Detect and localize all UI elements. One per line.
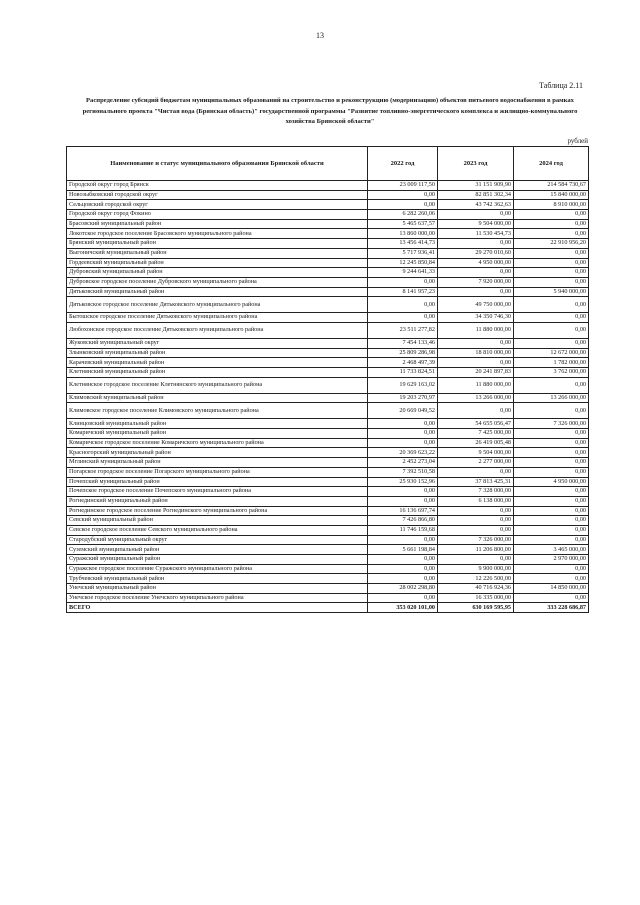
cell-2024: 0,00 — [514, 574, 589, 584]
cell-name: Злынковский муниципальный район — [67, 348, 368, 358]
cell-2023: 7 920 000,00 — [438, 277, 514, 287]
cell-2022: 353 020 101,00 — [368, 603, 438, 613]
cell-2023: 40 716 924,36 — [438, 584, 514, 594]
cell-2022: 23 511 277,82 — [368, 322, 438, 338]
cell-2023: 0,00 — [438, 210, 514, 220]
cell-2023: 29 270 010,60 — [438, 248, 514, 258]
cell-2022: 25 809 286,98 — [368, 348, 438, 358]
table-row — [67, 338, 589, 348]
cell-name: Любохонское городское поселение Дятьковского муниципального района — [67, 322, 368, 338]
table-row — [67, 393, 589, 403]
cell-2022: 9 244 641,33 — [368, 268, 438, 278]
cell-2024: 7 326 000,00 — [514, 419, 589, 429]
table-row — [67, 448, 589, 458]
table-row — [67, 248, 589, 258]
cell-2022: 19 629 163,02 — [368, 377, 438, 393]
cell-2024: 0,00 — [514, 219, 589, 229]
cell-2024: 15 840 000,00 — [514, 190, 589, 200]
cell-name: Дубровское городское поселение Дубровского муниципального района — [67, 277, 368, 287]
cell-2023: 9 504 000,00 — [438, 448, 514, 458]
cell-2022: 12 245 850,84 — [368, 258, 438, 268]
table-row — [67, 287, 589, 297]
cell-2023: 18 810 000,00 — [438, 348, 514, 358]
table-row — [67, 429, 589, 439]
table-row — [67, 574, 589, 584]
cell-2023: 13 266 000,00 — [438, 393, 514, 403]
cell-2024: 0,00 — [514, 313, 589, 323]
table-row — [67, 258, 589, 268]
cell-name: Гордеевский муниципальный район — [67, 258, 368, 268]
cell-2024: 0,00 — [514, 458, 589, 468]
table-row — [67, 419, 589, 429]
table-row — [67, 584, 589, 594]
total-row — [67, 603, 589, 613]
cell-2022: 0,00 — [368, 438, 438, 448]
cell-2023: 31 151 909,90 — [438, 181, 514, 191]
table-row — [67, 477, 589, 487]
cell-name: Городской округ город Фокино — [67, 210, 368, 220]
cell-name: Комаричский муниципальный район — [67, 429, 368, 439]
table-row — [67, 403, 589, 419]
cell-2023: 37 813 425,31 — [438, 477, 514, 487]
cell-name: Севское городское поселение Севского муниципального района — [67, 525, 368, 535]
cell-2022: 23 009 117,50 — [368, 181, 438, 191]
cell-2022: 0,00 — [368, 487, 438, 497]
cell-2022: 0,00 — [368, 200, 438, 210]
table-row — [67, 219, 589, 229]
cell-2023: 6 138 000,00 — [438, 496, 514, 506]
cell-2023: 630 169 595,95 — [438, 603, 514, 613]
table-row — [67, 377, 589, 393]
cell-2023: 0,00 — [438, 239, 514, 249]
table-row — [67, 210, 589, 220]
cell-2023: 0,00 — [438, 268, 514, 278]
cell-2022: 0,00 — [368, 564, 438, 574]
cell-2022: 0,00 — [368, 555, 438, 565]
cell-name: Городской округ город Брянск — [67, 181, 368, 191]
table-row — [67, 181, 589, 191]
table-row — [67, 200, 589, 210]
table-row — [67, 467, 589, 477]
cell-2022: 0,00 — [368, 535, 438, 545]
cell-2024: 0,00 — [514, 210, 589, 220]
cell-2024: 4 950 000,00 — [514, 477, 589, 487]
cell-2024: 0,00 — [514, 403, 589, 419]
page-number: 13 — [316, 31, 324, 40]
table-label: Таблица 2.11 — [539, 81, 583, 90]
cell-name: Трубчевский муниципальный район — [67, 574, 368, 584]
cell-name: Почепское городское поселение Почепского муниципального района — [67, 487, 368, 497]
cell-2023: 4 950 000,00 — [438, 258, 514, 268]
cell-2024: 0,00 — [514, 338, 589, 348]
cell-2024: 214 584 730,67 — [514, 181, 589, 191]
cell-name: Унечское городское поселение Унечского муниципального района — [67, 593, 368, 603]
cell-name: Унечский муниципальный район — [67, 584, 368, 594]
cell-2022: 7 454 133,46 — [368, 338, 438, 348]
cell-2022: 11 746 159,68 — [368, 525, 438, 535]
cell-name: Дубровский муниципальный район — [67, 268, 368, 278]
table-body — [67, 181, 589, 613]
cell-name: Красногорский муниципальный район — [67, 448, 368, 458]
table-row — [67, 190, 589, 200]
cell-name: Мглинский муниципальный район — [67, 458, 368, 468]
cell-2023: 2 277 000,00 — [438, 458, 514, 468]
table-row — [67, 487, 589, 497]
cell-name: Суземский муниципальный район — [67, 545, 368, 555]
cell-2024: 22 910 956,20 — [514, 239, 589, 249]
cell-2023: 0,00 — [438, 467, 514, 477]
cell-2023: 49 750 000,00 — [438, 297, 514, 313]
cell-2024: 0,00 — [514, 297, 589, 313]
cell-2023: 54 655 056,47 — [438, 419, 514, 429]
cell-2023: 7 326 000,00 — [438, 535, 514, 545]
cell-name: Клетнянское городское поселение Клетнянского муниципального района — [67, 377, 368, 393]
table-row — [67, 438, 589, 448]
cell-2022: 5 661 198,84 — [368, 545, 438, 555]
cell-name: Выгоничский муниципальный район — [67, 248, 368, 258]
document-title: Распределение субсидий бюджетам муниципальных образований на строительство и реконструкцию (модернизацию) объектов питьевого водоснабжения в рамках регионального проекта "Чистая вода (Брянская область)" государственной программы "Развитие топливно-энергетического комплекса и жилищно-коммунального хозяйства Брянской области" — [82, 97, 578, 125]
cell-2024: 0,00 — [514, 564, 589, 574]
cell-name: Бытошское городское поселение Дятьковского муниципального района — [67, 313, 368, 323]
table-row — [67, 496, 589, 506]
table-row — [67, 358, 589, 368]
cell-2022: 20 669 049,52 — [368, 403, 438, 419]
cell-name: Рогнединское городское поселение Рогнединского муниципального района — [67, 506, 368, 516]
cell-2024: 0,00 — [514, 322, 589, 338]
subsidy-table — [66, 146, 589, 613]
units-label: рублей — [567, 137, 588, 145]
cell-2024: 0,00 — [514, 448, 589, 458]
cell-2024: 3 762 000,00 — [514, 368, 589, 378]
table-row — [67, 277, 589, 287]
cell-2024: 3 465 000,00 — [514, 545, 589, 555]
cell-2023: 0,00 — [438, 358, 514, 368]
cell-2022: 5 465 637,57 — [368, 219, 438, 229]
header-2024: 2024 год — [514, 147, 589, 181]
cell-name: Суражское городское поселение Суражского муниципального района — [67, 564, 368, 574]
cell-2024: 0,00 — [514, 438, 589, 448]
cell-name: Суражский муниципальный район — [67, 555, 368, 565]
cell-2023: 0,00 — [438, 525, 514, 535]
cell-name: ВСЕГО — [67, 603, 368, 613]
cell-name: Рогнединский муниципальный район — [67, 496, 368, 506]
cell-name: Карачевский муниципальный район — [67, 358, 368, 368]
cell-2022: 5 717 936,41 — [368, 248, 438, 258]
cell-2023: 11 880 000,00 — [438, 322, 514, 338]
cell-name: Сельцовский городской округ — [67, 200, 368, 210]
cell-name: Клетнянский муниципальный район — [67, 368, 368, 378]
cell-2024: 0,00 — [514, 229, 589, 239]
cell-2024: 0,00 — [514, 268, 589, 278]
cell-2024: 8 910 000,00 — [514, 200, 589, 210]
table-row — [67, 516, 589, 526]
cell-2022: 0,00 — [368, 429, 438, 439]
cell-2023: 0,00 — [438, 403, 514, 419]
table-row — [67, 593, 589, 603]
cell-2024: 0,00 — [514, 593, 589, 603]
cell-2023: 7 425 000,00 — [438, 429, 514, 439]
cell-2023: 7 328 000,00 — [438, 487, 514, 497]
cell-name: Дятьковский муниципальный район — [67, 287, 368, 297]
table-row — [67, 297, 589, 313]
cell-name: Новозыбковский городской округ — [67, 190, 368, 200]
cell-name: Локотское городское поселение Брасовского муниципального района — [67, 229, 368, 239]
cell-2022: 8 141 957,23 — [368, 287, 438, 297]
cell-2024: 14 850 000,00 — [514, 584, 589, 594]
table-row — [67, 239, 589, 249]
cell-2022: 2 468 497,39 — [368, 358, 438, 368]
cell-2022: 2 452 273,04 — [368, 458, 438, 468]
cell-2023: 11 880 000,00 — [438, 377, 514, 393]
cell-2024: 2 970 000,00 — [514, 555, 589, 565]
cell-name: Почепский муниципальный район — [67, 477, 368, 487]
cell-name: Климовское городское поселение Климовского муниципального района — [67, 403, 368, 419]
table-row — [67, 268, 589, 278]
cell-name: Дятьковское городское поселение Дятьковского муниципального района — [67, 297, 368, 313]
cell-2022: 13 456 414,73 — [368, 239, 438, 249]
cell-2023: 12 226 500,00 — [438, 574, 514, 584]
cell-2022: 7 392 510,58 — [368, 467, 438, 477]
cell-2023: 0,00 — [438, 506, 514, 516]
cell-2022: 0,00 — [368, 419, 438, 429]
cell-name: Комаричское городское поселение Комаричского муниципального района — [67, 438, 368, 448]
header-2023: 2023 год — [438, 147, 514, 181]
cell-name: Климовский муниципальный район — [67, 393, 368, 403]
cell-name: Погарское городское поселение Погарского муниципального района — [67, 467, 368, 477]
cell-2024: 0,00 — [514, 525, 589, 535]
table-row — [67, 525, 589, 535]
cell-2024: 0,00 — [514, 277, 589, 287]
cell-2023: 43 742 362,63 — [438, 200, 514, 210]
cell-2023: 11 206 800,00 — [438, 545, 514, 555]
table-row — [67, 229, 589, 239]
cell-2023: 11 530 454,73 — [438, 229, 514, 239]
cell-2022: 6 282 260,06 — [368, 210, 438, 220]
cell-2023: 9 504 000,00 — [438, 219, 514, 229]
table-row — [67, 564, 589, 574]
table-row — [67, 545, 589, 555]
cell-name: Брянский муниципальный район — [67, 239, 368, 249]
cell-2024: 0,00 — [514, 258, 589, 268]
cell-2024: 0,00 — [514, 248, 589, 258]
cell-2022: 28 002 298,80 — [368, 584, 438, 594]
cell-2024: 0,00 — [514, 467, 589, 477]
table-row — [67, 368, 589, 378]
header-2022: 2022 год — [368, 147, 438, 181]
cell-2023: 26 419 005,48 — [438, 438, 514, 448]
cell-2022: 0,00 — [368, 297, 438, 313]
table-row — [67, 535, 589, 545]
cell-2024: 0,00 — [514, 487, 589, 497]
cell-2023: 9 900 000,00 — [438, 564, 514, 574]
cell-2024: 1 782 000,00 — [514, 358, 589, 368]
cell-name: Жуковский муниципальный округ — [67, 338, 368, 348]
cell-2022: 0,00 — [368, 496, 438, 506]
cell-2022: 0,00 — [368, 593, 438, 603]
cell-2024: 0,00 — [514, 377, 589, 393]
cell-name: Стародубский муниципальный округ — [67, 535, 368, 545]
table-header-row — [67, 147, 589, 181]
cell-2024: 333 228 686,87 — [514, 603, 589, 613]
cell-2023: 34 350 746,30 — [438, 313, 514, 323]
table-row — [67, 506, 589, 516]
header-name: Наименование и статус муниципального образования Брянской области — [67, 147, 368, 181]
cell-2024: 0,00 — [514, 535, 589, 545]
cell-2024: 0,00 — [514, 516, 589, 526]
cell-2022: 0,00 — [368, 277, 438, 287]
cell-2024: 12 672 000,00 — [514, 348, 589, 358]
cell-2023: 82 851 302,34 — [438, 190, 514, 200]
cell-2023: 0,00 — [438, 338, 514, 348]
cell-2022: 7 426 866,80 — [368, 516, 438, 526]
cell-2024: 13 266 000,00 — [514, 393, 589, 403]
cell-2022: 20 369 623,22 — [368, 448, 438, 458]
cell-2022: 13 860 000,00 — [368, 229, 438, 239]
cell-name: Севский муниципальный район — [67, 516, 368, 526]
cell-2022: 0,00 — [368, 190, 438, 200]
cell-2023: 20 241 897,83 — [438, 368, 514, 378]
cell-name: Брасовский муниципальный район — [67, 219, 368, 229]
cell-2024: 0,00 — [514, 496, 589, 506]
cell-2024: 5 940 000,00 — [514, 287, 589, 297]
cell-2024: 0,00 — [514, 506, 589, 516]
cell-2023: 0,00 — [438, 555, 514, 565]
cell-2023: 0,00 — [438, 516, 514, 526]
cell-2022: 0,00 — [368, 313, 438, 323]
cell-2022: 16 136 697,74 — [368, 506, 438, 516]
cell-name: Клинцовский муниципальный район — [67, 419, 368, 429]
cell-2022: 25 930 152,96 — [368, 477, 438, 487]
cell-2023: 16 335 000,00 — [438, 593, 514, 603]
table-row — [67, 313, 589, 323]
table-row — [67, 555, 589, 565]
table-row — [67, 322, 589, 338]
cell-2024: 0,00 — [514, 429, 589, 439]
cell-2022: 19 203 270,97 — [368, 393, 438, 403]
cell-2022: 0,00 — [368, 574, 438, 584]
table-row — [67, 348, 589, 358]
cell-2022: 11 733 824,51 — [368, 368, 438, 378]
table-row — [67, 458, 589, 468]
cell-2023: 0,00 — [438, 287, 514, 297]
